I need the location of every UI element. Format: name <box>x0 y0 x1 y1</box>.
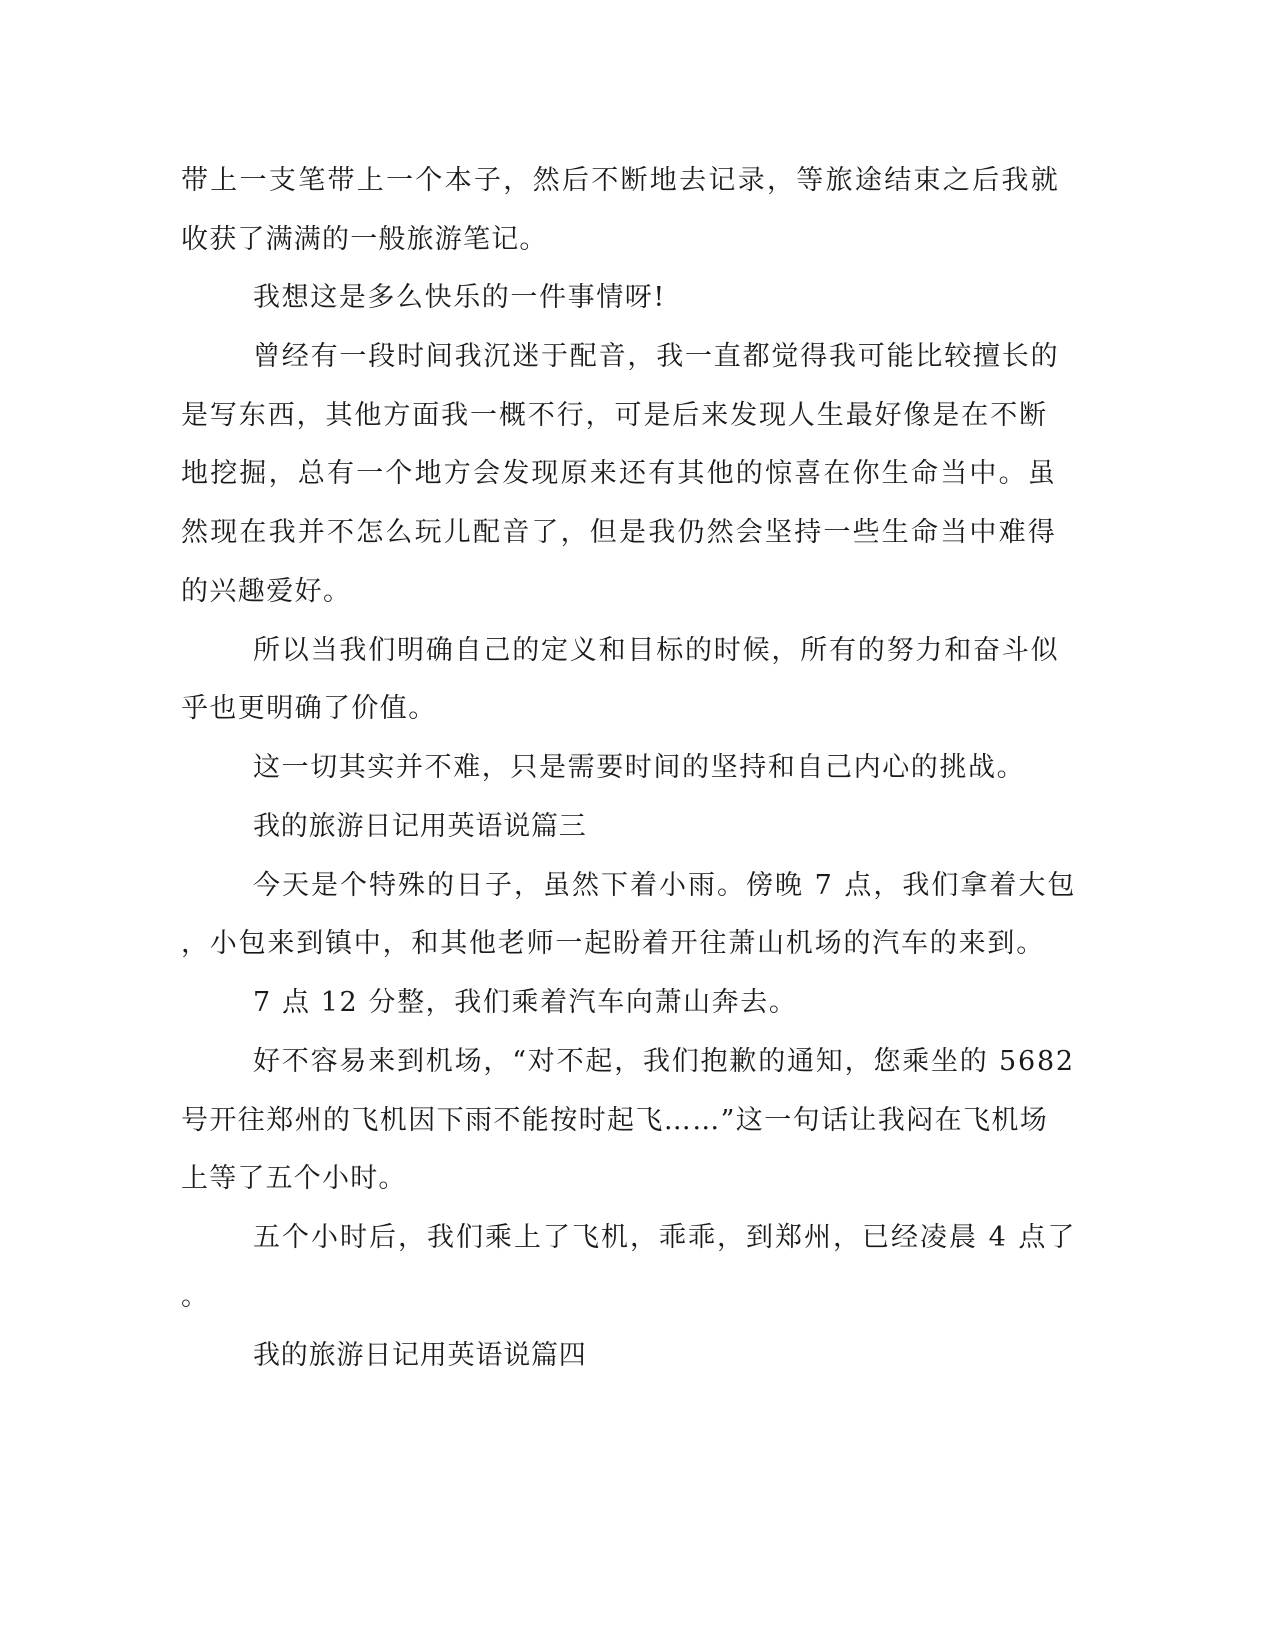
text-line: 。 <box>181 1281 209 1312</box>
text-line: 上等了五个小时。 <box>181 1163 407 1194</box>
text-line: 然现在我并不怎么玩儿配音了，但是我仍然会坚持一些生命当中难得 <box>181 517 1057 548</box>
text-line: 五个小时后，我们乘上了飞机，乖乖，到郑州，已经凌晨 4 点了 <box>253 1222 1077 1253</box>
text-line: 带上一支笔带上一个本子，然后不断地去记录，等旅途结束之后我就 <box>181 165 1060 196</box>
text-line: 好不容易来到机场，“对不起，我们抱歉的通知，您乘坐的 5682 <box>253 1046 1075 1077</box>
text-line: 的兴趣爱好。 <box>181 576 352 607</box>
text-line: 今天是个特殊的日子，虽然下着小雨。傍晚 7 点，我们拿着大包 <box>253 870 1077 901</box>
text-line: 乎也更明确了价值。 <box>181 693 437 724</box>
text-line: 这一切其实并不难，只是需要时间的坚持和自己内心的挑战。 <box>253 752 1026 783</box>
text-line: 曾经有一段时间我沉迷于配音，我一直都觉得我可能比较擅长的 <box>253 341 1060 372</box>
section-heading: 我的旅游日记用英语说篇三 <box>253 811 587 842</box>
text-line: 号开往郑州的飞机因下雨不能按时起飞……”这一句话让我闷在飞机场 <box>181 1105 1049 1136</box>
text-line: 是写东西，其他方面我一概不行，可是后来发现人生最好像是在不断 <box>181 400 1048 431</box>
text-line: ，小包来到镇中，和其他老师一起盼着开往萧山机场的汽车的来到。 <box>181 928 1045 959</box>
text-line: 地挖掘，总有一个地方会发现原来还有其他的惊喜在你生命当中。虽 <box>181 458 1057 489</box>
text-line: 7 点 12 分整，我们乘着汽车向萧山奔去。 <box>253 987 798 1018</box>
text-line: 收获了满满的一般旅游笔记。 <box>181 224 548 255</box>
text-line: 所以当我们明确自己的定义和目标的时候，所有的努力和奋斗似 <box>253 635 1060 666</box>
section-heading: 我的旅游日记用英语说篇四 <box>253 1340 587 1371</box>
text-line: 我想这是多么快乐的一件事情呀! <box>253 282 666 313</box>
